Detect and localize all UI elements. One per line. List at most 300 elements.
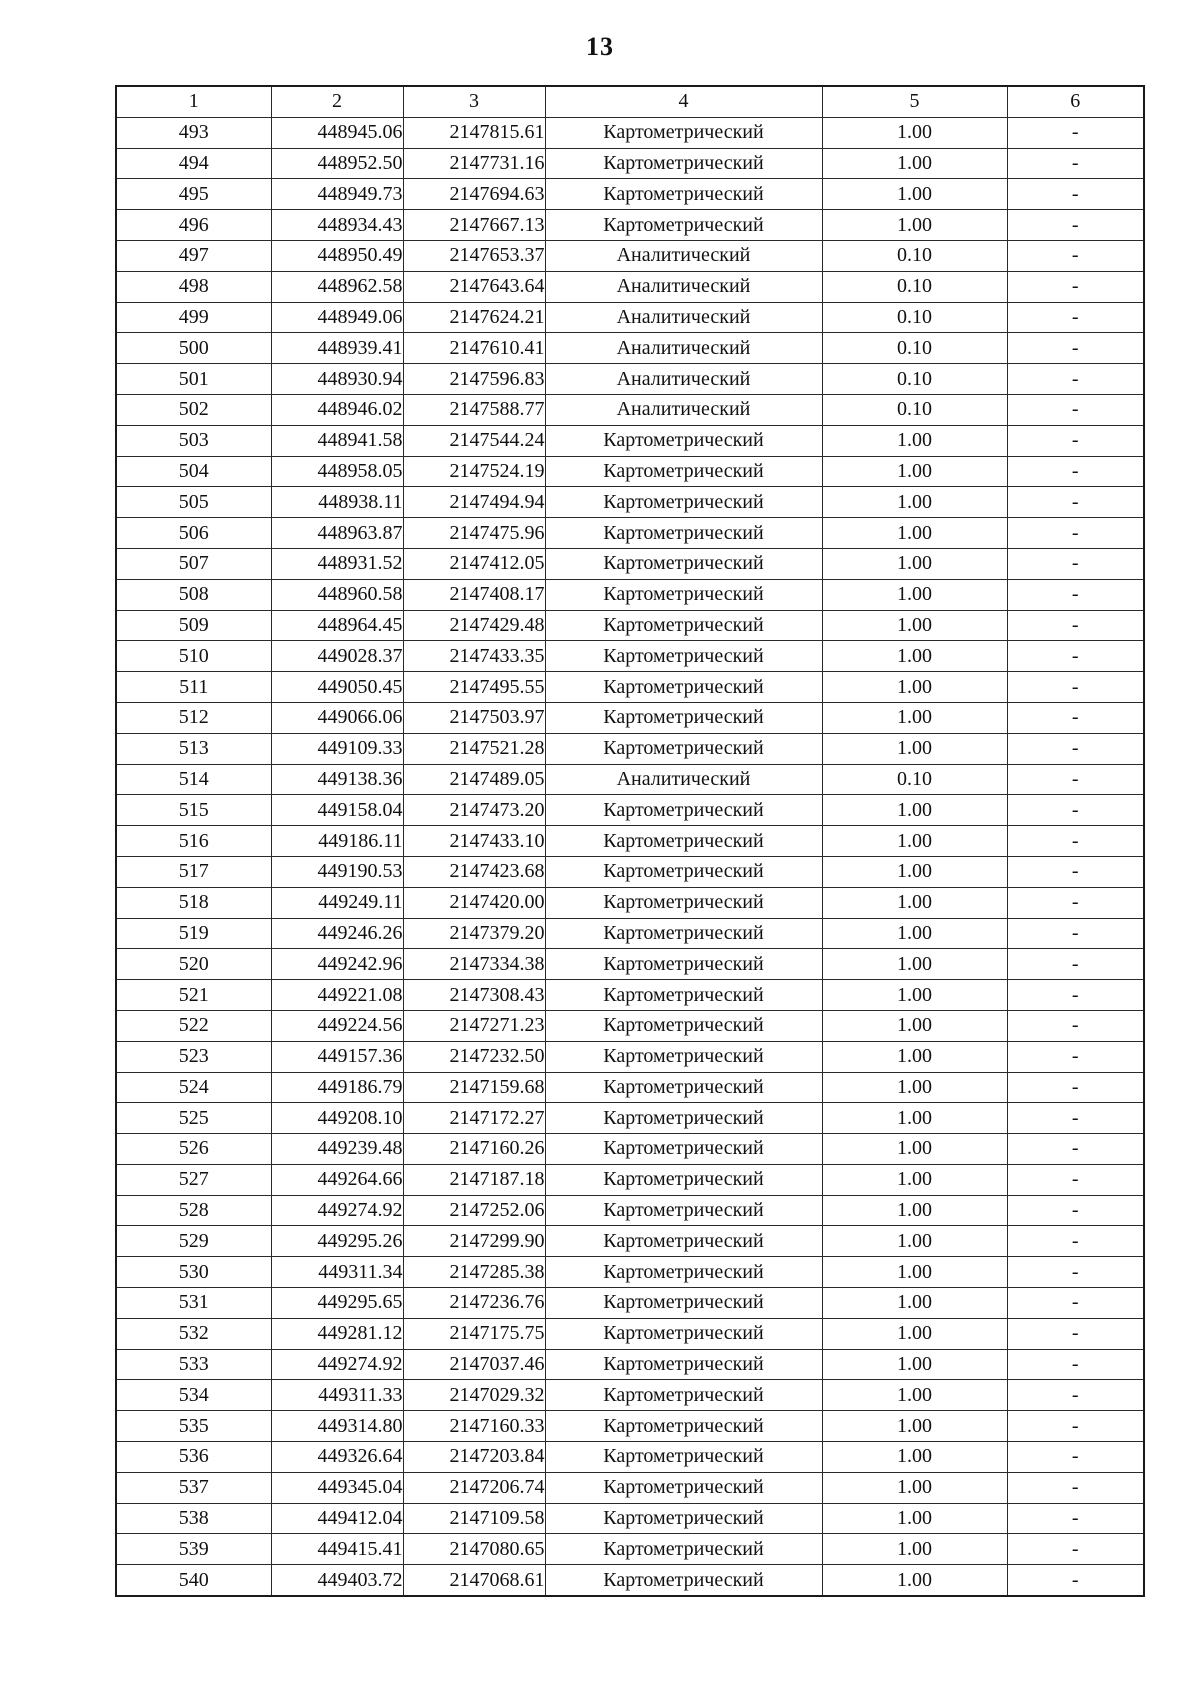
accuracy-cell: 1.00 — [822, 702, 1007, 733]
y-coordinate-cell: 2147473.20 — [403, 795, 545, 826]
accuracy-cell: 1.00 — [822, 579, 1007, 610]
y-coordinate-cell: 2147643.64 — [403, 271, 545, 302]
method-cell: Картометрический — [545, 179, 822, 210]
point-number-cell: 535 — [116, 1411, 271, 1442]
accuracy-cell: 0.10 — [822, 364, 1007, 395]
y-coordinate-cell: 2147175.75 — [403, 1318, 545, 1349]
table-row — [116, 1472, 1144, 1503]
note-cell: - — [1007, 1226, 1144, 1257]
table-header-row — [116, 86, 1144, 117]
x-coordinate-cell: 449249.11 — [271, 887, 403, 918]
x-coordinate-cell: 449345.04 — [271, 1472, 403, 1503]
table-row — [116, 641, 1144, 672]
accuracy-cell: 1.00 — [822, 117, 1007, 148]
accuracy-cell: 1.00 — [822, 1041, 1007, 1072]
note-cell: - — [1007, 1442, 1144, 1473]
accuracy-cell: 1.00 — [822, 1164, 1007, 1195]
accuracy-cell: 0.10 — [822, 240, 1007, 271]
method-cell: Картометрический — [545, 610, 822, 641]
note-cell: - — [1007, 364, 1144, 395]
method-cell: Аналитический — [545, 364, 822, 395]
point-number-cell: 510 — [116, 641, 271, 672]
point-number-cell: 496 — [116, 210, 271, 241]
point-number-cell: 533 — [116, 1349, 271, 1380]
y-coordinate-cell: 2147596.83 — [403, 364, 545, 395]
table-row — [116, 487, 1144, 518]
y-coordinate-cell: 2147037.46 — [403, 1349, 545, 1380]
note-cell: - — [1007, 1534, 1144, 1565]
note-cell: - — [1007, 1134, 1144, 1165]
x-coordinate-cell: 449028.37 — [271, 641, 403, 672]
note-cell: - — [1007, 1565, 1144, 1596]
y-coordinate-cell: 2147408.17 — [403, 579, 545, 610]
method-cell: Картометрический — [545, 1257, 822, 1288]
x-coordinate-cell: 449157.36 — [271, 1041, 403, 1072]
note-cell: - — [1007, 548, 1144, 579]
point-number-cell: 511 — [116, 672, 271, 703]
y-coordinate-cell: 2147524.19 — [403, 456, 545, 487]
point-number-cell: 509 — [116, 610, 271, 641]
accuracy-cell: 1.00 — [822, 918, 1007, 949]
point-number-cell: 506 — [116, 518, 271, 549]
y-coordinate-cell: 2147232.50 — [403, 1041, 545, 1072]
accuracy-cell: 1.00 — [822, 980, 1007, 1011]
x-coordinate-cell: 448938.11 — [271, 487, 403, 518]
y-coordinate-cell: 2147433.35 — [403, 641, 545, 672]
table-row — [116, 271, 1144, 302]
point-number-cell: 538 — [116, 1503, 271, 1534]
x-coordinate-cell: 448931.52 — [271, 548, 403, 579]
accuracy-cell: 1.00 — [822, 1072, 1007, 1103]
point-number-cell: 495 — [116, 179, 271, 210]
point-number-cell: 539 — [116, 1534, 271, 1565]
x-coordinate-cell: 448941.58 — [271, 425, 403, 456]
column-header: 4 — [545, 86, 822, 117]
note-cell: - — [1007, 240, 1144, 271]
method-cell: Картометрический — [545, 1534, 822, 1565]
x-coordinate-cell: 448939.41 — [271, 333, 403, 364]
method-cell: Аналитический — [545, 764, 822, 795]
x-coordinate-cell: 449311.33 — [271, 1380, 403, 1411]
point-number-cell: 525 — [116, 1103, 271, 1134]
accuracy-cell: 1.00 — [822, 672, 1007, 703]
accuracy-cell: 0.10 — [822, 271, 1007, 302]
table-row — [116, 702, 1144, 733]
method-cell: Аналитический — [545, 271, 822, 302]
accuracy-cell: 1.00 — [822, 887, 1007, 918]
table-row — [116, 610, 1144, 641]
method-cell: Картометрический — [545, 1195, 822, 1226]
x-coordinate-cell: 449274.92 — [271, 1349, 403, 1380]
table-row — [116, 795, 1144, 826]
accuracy-cell: 1.00 — [822, 1503, 1007, 1534]
point-number-cell: 517 — [116, 856, 271, 887]
point-number-cell: 498 — [116, 271, 271, 302]
x-coordinate-cell: 448949.73 — [271, 179, 403, 210]
note-cell: - — [1007, 887, 1144, 918]
method-cell: Картометрический — [545, 579, 822, 610]
x-coordinate-cell: 449190.53 — [271, 856, 403, 887]
point-number-cell: 507 — [116, 548, 271, 579]
method-cell: Картометрический — [545, 487, 822, 518]
point-number-cell: 494 — [116, 148, 271, 179]
y-coordinate-cell: 2147624.21 — [403, 302, 545, 333]
method-cell: Картометрический — [545, 1010, 822, 1041]
table-row — [116, 980, 1144, 1011]
note-cell: - — [1007, 764, 1144, 795]
method-cell: Картометрический — [545, 856, 822, 887]
method-cell: Картометрический — [545, 918, 822, 949]
accuracy-cell: 1.00 — [822, 548, 1007, 579]
table-row — [116, 456, 1144, 487]
y-coordinate-cell: 2147080.65 — [403, 1534, 545, 1565]
table-row — [116, 1380, 1144, 1411]
point-number-cell: 502 — [116, 394, 271, 425]
y-coordinate-cell: 2147667.13 — [403, 210, 545, 241]
x-coordinate-cell: 448930.94 — [271, 364, 403, 395]
table-row — [116, 1318, 1144, 1349]
point-number-cell: 503 — [116, 425, 271, 456]
table-row — [116, 1288, 1144, 1319]
method-cell: Картометрический — [545, 1041, 822, 1072]
accuracy-cell: 1.00 — [822, 949, 1007, 980]
y-coordinate-cell: 2147160.33 — [403, 1411, 545, 1442]
x-coordinate-cell: 448962.58 — [271, 271, 403, 302]
table-row — [116, 548, 1144, 579]
method-cell: Картометрический — [545, 702, 822, 733]
note-cell: - — [1007, 949, 1144, 980]
note-cell: - — [1007, 641, 1144, 672]
point-number-cell: 534 — [116, 1380, 271, 1411]
y-coordinate-cell: 2147433.10 — [403, 826, 545, 857]
accuracy-cell: 1.00 — [822, 795, 1007, 826]
table-row — [116, 1565, 1144, 1596]
accuracy-cell: 1.00 — [822, 518, 1007, 549]
table-row — [116, 148, 1144, 179]
note-cell: - — [1007, 1103, 1144, 1134]
method-cell: Картометрический — [545, 1288, 822, 1319]
table-row — [116, 1195, 1144, 1226]
y-coordinate-cell: 2147285.38 — [403, 1257, 545, 1288]
x-coordinate-cell: 449246.26 — [271, 918, 403, 949]
table-body — [116, 117, 1144, 1596]
accuracy-cell: 1.00 — [822, 1226, 1007, 1257]
y-coordinate-cell: 2147420.00 — [403, 887, 545, 918]
x-coordinate-cell: 448958.05 — [271, 456, 403, 487]
method-cell: Картометрический — [545, 1318, 822, 1349]
note-cell: - — [1007, 148, 1144, 179]
point-number-cell: 508 — [116, 579, 271, 610]
method-cell: Картометрический — [545, 1226, 822, 1257]
note-cell: - — [1007, 980, 1144, 1011]
note-cell: - — [1007, 1318, 1144, 1349]
point-number-cell: 504 — [116, 456, 271, 487]
method-cell: Картометрический — [545, 672, 822, 703]
table-row — [116, 1010, 1144, 1041]
note-cell: - — [1007, 1257, 1144, 1288]
method-cell: Аналитический — [545, 394, 822, 425]
point-number-cell: 515 — [116, 795, 271, 826]
accuracy-cell: 1.00 — [822, 641, 1007, 672]
note-cell: - — [1007, 302, 1144, 333]
x-coordinate-cell: 448952.50 — [271, 148, 403, 179]
method-cell: Картометрический — [545, 1565, 822, 1596]
note-cell: - — [1007, 1380, 1144, 1411]
column-header: 1 — [116, 86, 271, 117]
point-number-cell: 499 — [116, 302, 271, 333]
y-coordinate-cell: 2147521.28 — [403, 733, 545, 764]
column-header: 6 — [1007, 86, 1144, 117]
method-cell: Картометрический — [545, 795, 822, 826]
accuracy-cell: 1.00 — [822, 1103, 1007, 1134]
point-number-cell: 529 — [116, 1226, 271, 1257]
method-cell: Картометрический — [545, 1134, 822, 1165]
accuracy-cell: 1.00 — [822, 456, 1007, 487]
column-header: 2 — [271, 86, 403, 117]
note-cell: - — [1007, 1288, 1144, 1319]
y-coordinate-cell: 2147160.26 — [403, 1134, 545, 1165]
point-number-cell: 527 — [116, 1164, 271, 1195]
x-coordinate-cell: 449186.11 — [271, 826, 403, 857]
point-number-cell: 526 — [116, 1134, 271, 1165]
note-cell: - — [1007, 1010, 1144, 1041]
method-cell: Аналитический — [545, 333, 822, 364]
note-cell: - — [1007, 610, 1144, 641]
x-coordinate-cell: 449281.12 — [271, 1318, 403, 1349]
table-row — [116, 518, 1144, 549]
accuracy-cell: 1.00 — [822, 1257, 1007, 1288]
table-row — [116, 1041, 1144, 1072]
x-coordinate-cell: 448949.06 — [271, 302, 403, 333]
x-coordinate-cell: 449208.10 — [271, 1103, 403, 1134]
point-number-cell: 524 — [116, 1072, 271, 1103]
column-header: 5 — [822, 86, 1007, 117]
accuracy-cell: 1.00 — [822, 1349, 1007, 1380]
method-cell: Картометрический — [545, 1442, 822, 1473]
accuracy-cell: 1.00 — [822, 1442, 1007, 1473]
table-row — [116, 1072, 1144, 1103]
table-row — [116, 1134, 1144, 1165]
method-cell: Картометрический — [545, 733, 822, 764]
table-row — [116, 1503, 1144, 1534]
accuracy-cell: 1.00 — [822, 1411, 1007, 1442]
accuracy-cell: 1.00 — [822, 1380, 1007, 1411]
x-coordinate-cell: 449264.66 — [271, 1164, 403, 1195]
method-cell: Картометрический — [545, 1072, 822, 1103]
table-row — [116, 179, 1144, 210]
y-coordinate-cell: 2147653.37 — [403, 240, 545, 271]
accuracy-cell: 1.00 — [822, 856, 1007, 887]
x-coordinate-cell: 449295.65 — [271, 1288, 403, 1319]
table-row — [116, 579, 1144, 610]
table-row — [116, 1349, 1144, 1380]
x-coordinate-cell: 449415.41 — [271, 1534, 403, 1565]
method-cell: Картометрический — [545, 210, 822, 241]
point-number-cell: 493 — [116, 117, 271, 148]
table-row — [116, 1103, 1144, 1134]
point-number-cell: 537 — [116, 1472, 271, 1503]
x-coordinate-cell: 449239.48 — [271, 1134, 403, 1165]
point-number-cell: 540 — [116, 1565, 271, 1596]
accuracy-cell: 1.00 — [822, 1288, 1007, 1319]
accuracy-cell: 1.00 — [822, 210, 1007, 241]
note-cell: - — [1007, 1041, 1144, 1072]
method-cell: Картометрический — [545, 1103, 822, 1134]
note-cell: - — [1007, 425, 1144, 456]
x-coordinate-cell: 449221.08 — [271, 980, 403, 1011]
method-cell: Картометрический — [545, 1164, 822, 1195]
table-row — [116, 210, 1144, 241]
table-row — [116, 333, 1144, 364]
accuracy-cell: 1.00 — [822, 1195, 1007, 1226]
table-row — [116, 1257, 1144, 1288]
y-coordinate-cell: 2147494.94 — [403, 487, 545, 518]
accuracy-cell: 1.00 — [822, 1534, 1007, 1565]
table-row — [116, 887, 1144, 918]
method-cell: Картометрический — [545, 1380, 822, 1411]
x-coordinate-cell: 449274.92 — [271, 1195, 403, 1226]
table-row — [116, 1534, 1144, 1565]
point-number-cell: 536 — [116, 1442, 271, 1473]
accuracy-cell: 1.00 — [822, 610, 1007, 641]
accuracy-cell: 1.00 — [822, 733, 1007, 764]
x-coordinate-cell: 449295.26 — [271, 1226, 403, 1257]
method-cell: Картометрический — [545, 826, 822, 857]
note-cell: - — [1007, 394, 1144, 425]
note-cell: - — [1007, 210, 1144, 241]
method-cell: Картометрический — [545, 148, 822, 179]
y-coordinate-cell: 2147610.41 — [403, 333, 545, 364]
y-coordinate-cell: 2147271.23 — [403, 1010, 545, 1041]
point-number-cell: 513 — [116, 733, 271, 764]
x-coordinate-cell: 448950.49 — [271, 240, 403, 271]
y-coordinate-cell: 2147206.74 — [403, 1472, 545, 1503]
point-number-cell: 505 — [116, 487, 271, 518]
point-number-cell: 512 — [116, 702, 271, 733]
x-coordinate-cell: 449326.64 — [271, 1442, 403, 1473]
accuracy-cell: 0.10 — [822, 394, 1007, 425]
y-coordinate-cell: 2147379.20 — [403, 918, 545, 949]
accuracy-cell: 1.00 — [822, 826, 1007, 857]
point-number-cell: 518 — [116, 887, 271, 918]
table-row — [116, 364, 1144, 395]
y-coordinate-cell: 2147172.27 — [403, 1103, 545, 1134]
x-coordinate-cell: 449224.56 — [271, 1010, 403, 1041]
table-row — [116, 1442, 1144, 1473]
x-coordinate-cell: 448964.45 — [271, 610, 403, 641]
note-cell: - — [1007, 1503, 1144, 1534]
method-cell: Аналитический — [545, 240, 822, 271]
accuracy-cell: 1.00 — [822, 1472, 1007, 1503]
x-coordinate-cell: 449403.72 — [271, 1565, 403, 1596]
note-cell: - — [1007, 179, 1144, 210]
accuracy-cell: 1.00 — [822, 1134, 1007, 1165]
note-cell: - — [1007, 795, 1144, 826]
point-number-cell: 523 — [116, 1041, 271, 1072]
accuracy-cell: 1.00 — [822, 1318, 1007, 1349]
note-cell: - — [1007, 1349, 1144, 1380]
table-row — [116, 394, 1144, 425]
point-number-cell: 530 — [116, 1257, 271, 1288]
y-coordinate-cell: 2147308.43 — [403, 980, 545, 1011]
point-number-cell: 520 — [116, 949, 271, 980]
x-coordinate-cell: 448934.43 — [271, 210, 403, 241]
point-number-cell: 522 — [116, 1010, 271, 1041]
x-coordinate-cell: 449138.36 — [271, 764, 403, 795]
table-row — [116, 425, 1144, 456]
accuracy-cell: 1.00 — [822, 1010, 1007, 1041]
y-coordinate-cell: 2147495.55 — [403, 672, 545, 703]
point-number-cell: 500 — [116, 333, 271, 364]
method-cell: Картометрический — [545, 1349, 822, 1380]
point-number-cell: 519 — [116, 918, 271, 949]
point-number-cell: 516 — [116, 826, 271, 857]
x-coordinate-cell: 448945.06 — [271, 117, 403, 148]
table-row — [116, 826, 1144, 857]
accuracy-cell: 1.00 — [822, 1565, 1007, 1596]
note-cell: - — [1007, 826, 1144, 857]
accuracy-cell: 1.00 — [822, 179, 1007, 210]
method-cell: Картометрический — [545, 1503, 822, 1534]
x-coordinate-cell: 449186.79 — [271, 1072, 403, 1103]
y-coordinate-cell: 2147236.76 — [403, 1288, 545, 1319]
method-cell: Картометрический — [545, 548, 822, 579]
note-cell: - — [1007, 518, 1144, 549]
point-number-cell: 514 — [116, 764, 271, 795]
method-cell: Картометрический — [545, 641, 822, 672]
note-cell: - — [1007, 856, 1144, 887]
x-coordinate-cell: 449158.04 — [271, 795, 403, 826]
x-coordinate-cell: 449066.06 — [271, 702, 403, 733]
table-row — [116, 764, 1144, 795]
y-coordinate-cell: 2147334.38 — [403, 949, 545, 980]
accuracy-cell: 0.10 — [822, 302, 1007, 333]
y-coordinate-cell: 2147412.05 — [403, 548, 545, 579]
x-coordinate-cell: 449109.33 — [271, 733, 403, 764]
y-coordinate-cell: 2147187.18 — [403, 1164, 545, 1195]
table-row — [116, 1226, 1144, 1257]
note-cell: - — [1007, 1164, 1144, 1195]
y-coordinate-cell: 2147588.77 — [403, 394, 545, 425]
method-cell: Аналитический — [545, 302, 822, 333]
x-coordinate-cell: 449412.04 — [271, 1503, 403, 1534]
method-cell: Картометрический — [545, 1411, 822, 1442]
y-coordinate-cell: 2147475.96 — [403, 518, 545, 549]
method-cell: Картометрический — [545, 425, 822, 456]
coordinates-table — [115, 85, 1145, 1597]
y-coordinate-cell: 2147694.63 — [403, 179, 545, 210]
point-number-cell: 521 — [116, 980, 271, 1011]
y-coordinate-cell: 2147299.90 — [403, 1226, 545, 1257]
method-cell: Картометрический — [545, 1472, 822, 1503]
accuracy-cell: 0.10 — [822, 764, 1007, 795]
table-row — [116, 918, 1144, 949]
y-coordinate-cell: 2147203.84 — [403, 1442, 545, 1473]
y-coordinate-cell: 2147503.97 — [403, 702, 545, 733]
note-cell: - — [1007, 487, 1144, 518]
note-cell: - — [1007, 1411, 1144, 1442]
y-coordinate-cell: 2147068.61 — [403, 1565, 545, 1596]
note-cell: - — [1007, 456, 1144, 487]
x-coordinate-cell: 448963.87 — [271, 518, 403, 549]
method-cell: Картометрический — [545, 117, 822, 148]
y-coordinate-cell: 2147815.61 — [403, 117, 545, 148]
method-cell: Картометрический — [545, 456, 822, 487]
note-cell: - — [1007, 271, 1144, 302]
point-number-cell: 531 — [116, 1288, 271, 1319]
table-row — [116, 302, 1144, 333]
note-cell: - — [1007, 1072, 1144, 1103]
